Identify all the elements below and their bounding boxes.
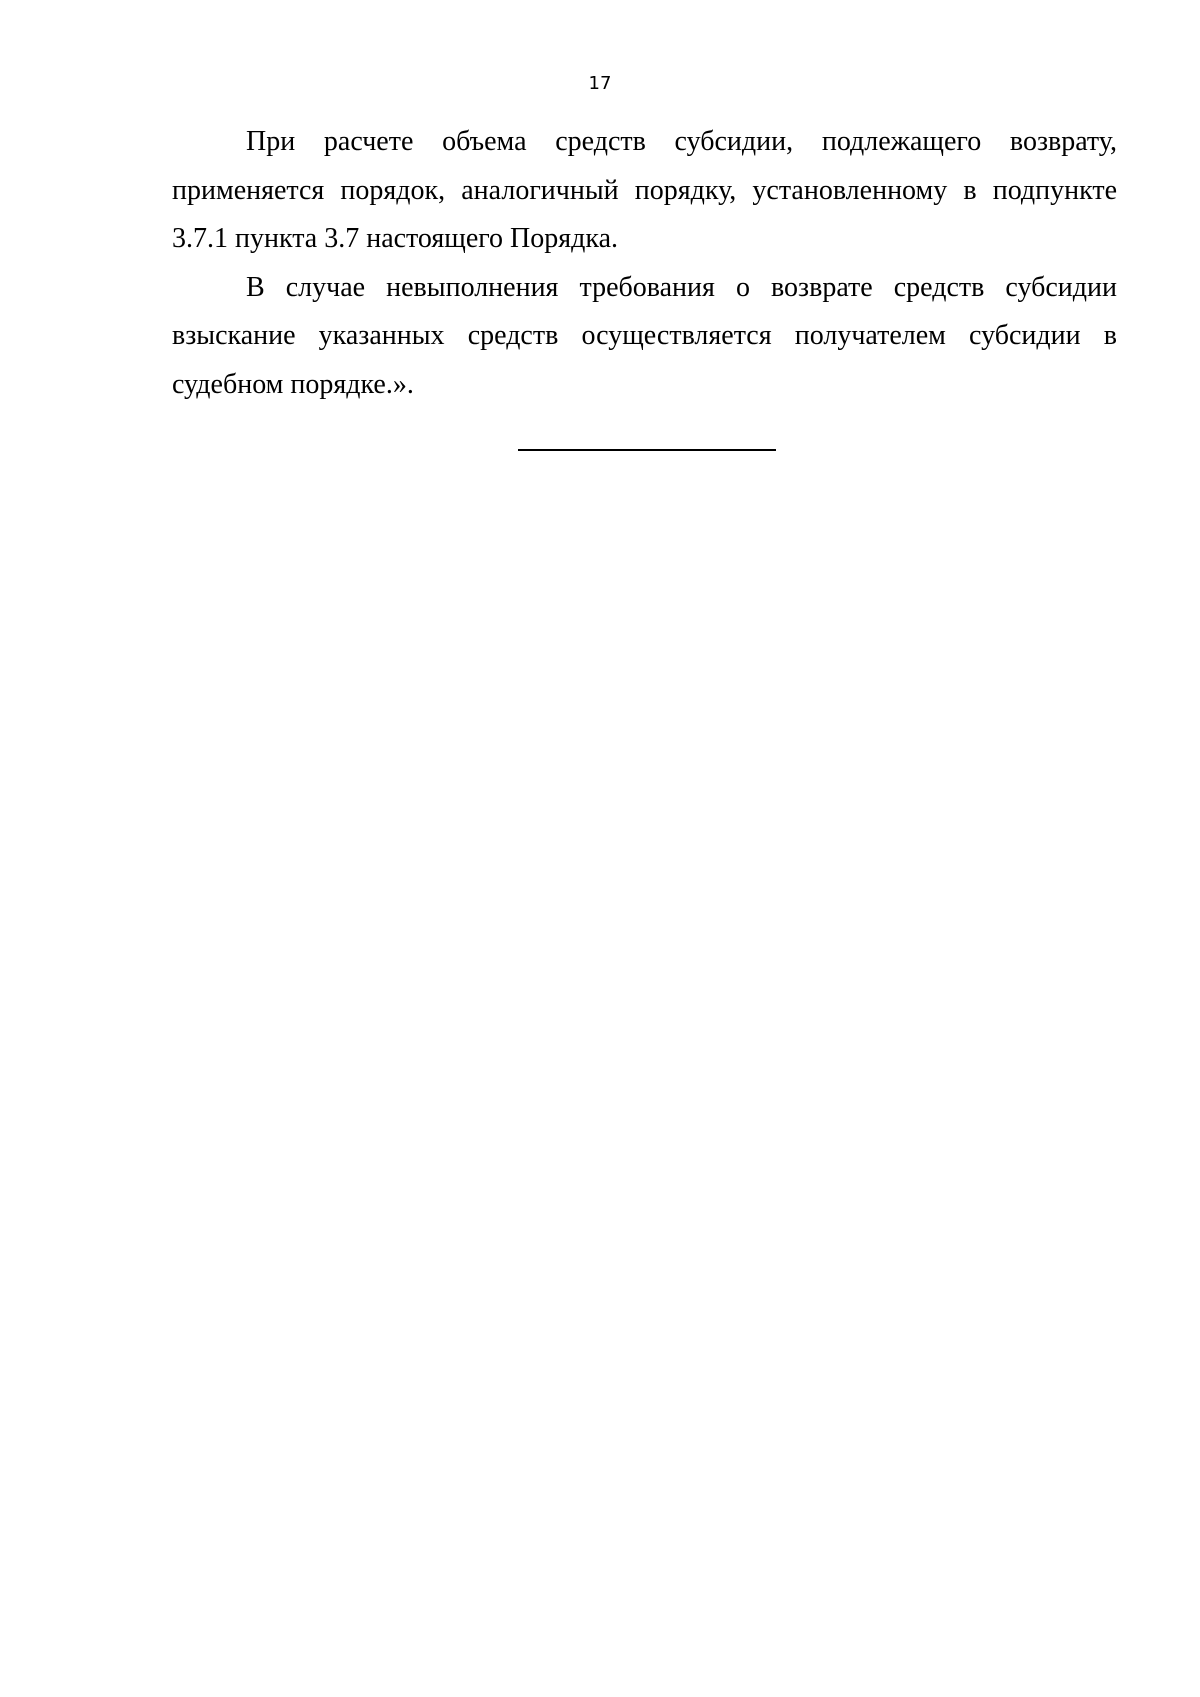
page-number: 17	[588, 73, 612, 94]
end-of-document-line	[518, 449, 776, 451]
paragraph-refund-calculation: При расчете объема средств субсидии, подлежащего возврату, применяется порядок, аналогичный порядку, установленному в подпункте 3.7.1 пункта 3.7 настоящего Порядка.	[172, 126, 1117, 254]
document-body	[172, 118, 1117, 409]
paragraph-recovery-court: В случае невыполнения требования о возврате средств субсидии взыскание указанных средств осуществляется получателем субсидии в судебном порядке.».	[172, 271, 1117, 400]
